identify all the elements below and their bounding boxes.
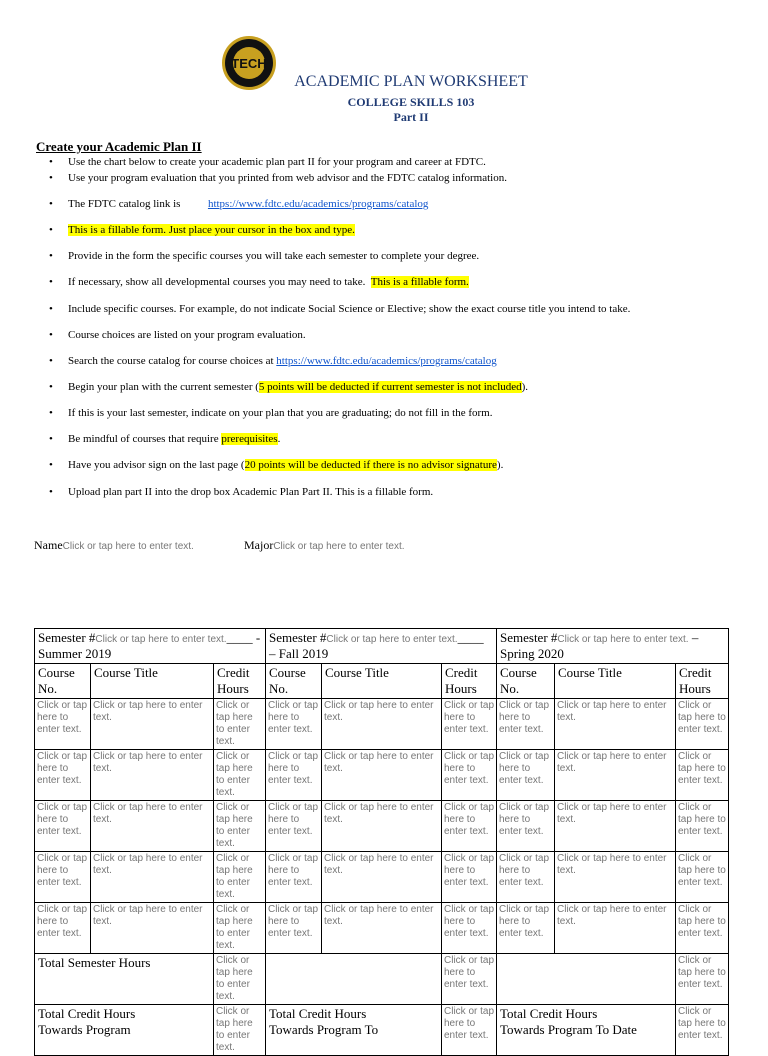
credit-hours-input[interactable]: Click or tap here to enter text. <box>676 801 729 852</box>
col-credit-hours: Credit Hours <box>214 664 266 699</box>
credit-hours-input[interactable]: Click or tap here to enter text. <box>214 801 266 852</box>
course-no-input[interactable]: Click or tap here to enter text. <box>497 699 555 750</box>
table-row <box>35 750 729 801</box>
total-semester-hours-input[interactable]: Click or tap here to enter text. <box>442 954 497 1005</box>
catalog-link-2[interactable]: https://www.fdtc.edu/academics/programs/catalog <box>276 355 497 367</box>
name-input[interactable]: Click or tap here to enter text. <box>62 541 194 552</box>
course-title-input[interactable]: Click or tap here to enter text. <box>91 903 214 954</box>
total-credit-hours-input[interactable]: Click or tap here to enter text. <box>676 1005 729 1056</box>
course-no-input[interactable]: Click or tap here to enter text. <box>266 852 322 903</box>
semester-1-input[interactable]: Click or tap here to enter text. <box>95 634 227 645</box>
course-title-input[interactable]: Click or tap here to enter text. <box>322 750 442 801</box>
course-title-input[interactable]: Click or tap here to enter text. <box>555 699 676 750</box>
course-no-input[interactable]: Click or tap here to enter text. <box>497 750 555 801</box>
blank-cell <box>497 954 676 1005</box>
major-field <box>244 538 405 553</box>
course-title-input[interactable]: Click or tap here to enter text. <box>322 903 442 954</box>
credit-hours-input[interactable]: Click or tap here to enter text. <box>214 699 266 750</box>
total-credit-hours-input[interactable]: Click or tap here to enter text. <box>214 1005 266 1056</box>
course-no-input[interactable]: Click or tap here to enter text. <box>35 852 91 903</box>
major-label: Major <box>244 538 274 552</box>
semester-1-header: Semester #Click or tap here to enter text.____ - Summer 2019 <box>35 629 266 664</box>
total-credit-hours-input[interactable]: Click or tap here to enter text. <box>442 1005 497 1056</box>
name-field <box>34 538 194 553</box>
total-credit-hours-label: Total Credit Hours Towards Program <box>35 1005 214 1056</box>
col-credit-hours: Credit Hours <box>442 664 497 699</box>
credit-hours-input[interactable]: Click or tap here to enter text. <box>442 801 497 852</box>
course-title-input[interactable]: Click or tap here to enter text. <box>555 750 676 801</box>
semester-2-input[interactable]: Click or tap here to enter text. <box>326 634 458 645</box>
course-no-input[interactable]: Click or tap here to enter text. <box>497 852 555 903</box>
course-no-input[interactable]: Click or tap here to enter text. <box>35 903 91 954</box>
course-title-input[interactable]: Click or tap here to enter text. <box>91 801 214 852</box>
credit-hours-input[interactable]: Click or tap here to enter text. <box>214 750 266 801</box>
table-row <box>35 852 729 903</box>
course-title-input[interactable]: Click or tap here to enter text. <box>555 903 676 954</box>
credit-hours-input[interactable]: Click or tap here to enter text. <box>214 852 266 903</box>
table-row <box>35 903 729 954</box>
course-title-input[interactable]: Click or tap here to enter text. <box>91 750 214 801</box>
col-course-no: Course No. <box>266 664 322 699</box>
semester-3-header: Semester #Click or tap here to enter text. – Spring 2020 <box>497 629 729 664</box>
credit-hours-input[interactable]: Click or tap here to enter text. <box>442 903 497 954</box>
credit-hours-input[interactable]: Click or tap here to enter text. <box>676 699 729 750</box>
col-course-title: Course Title <box>91 664 214 699</box>
total-credit-hours-row <box>35 1005 729 1056</box>
total-credit-hours-label: Total Credit Hours Towards Program To Date <box>497 1005 676 1056</box>
course-no-input[interactable]: Click or tap here to enter text. <box>35 801 91 852</box>
table-row <box>35 801 729 852</box>
credit-hours-input[interactable]: Click or tap here to enter text. <box>442 852 497 903</box>
course-no-input[interactable]: Click or tap here to enter text. <box>497 903 555 954</box>
course-no-input[interactable]: Click or tap here to enter text. <box>266 750 322 801</box>
page-title: ACADEMIC PLAN WORKSHEET <box>294 73 528 90</box>
section-heading: Create your Academic Plan II <box>36 139 202 154</box>
course-no-input[interactable]: Click or tap here to enter text. <box>266 699 322 750</box>
total-semester-hours-input[interactable]: Click or tap here to enter text. <box>214 954 266 1005</box>
fdtc-tech-logo <box>221 35 277 91</box>
name-label: Name <box>34 538 63 552</box>
course-no-input[interactable]: Click or tap here to enter text. <box>266 903 322 954</box>
course-no-input[interactable]: Click or tap here to enter text. <box>35 699 91 750</box>
semester-3-input[interactable]: Click or tap here to enter text. <box>557 634 689 645</box>
semester-2-header: Semester #Click or tap here to enter text.____ – Fall 2019 <box>266 629 497 664</box>
total-semester-hours-input[interactable]: Click or tap here to enter text. <box>676 954 729 1005</box>
col-credit-hours: Credit Hours <box>676 664 729 699</box>
total-credit-hours-label: Total Credit Hours Towards Program To <box>266 1005 442 1056</box>
total-semester-hours-row <box>35 954 729 1005</box>
course-no-input[interactable]: Click or tap here to enter text. <box>497 801 555 852</box>
col-course-no: Course No. <box>497 664 555 699</box>
course-title-input[interactable]: Click or tap here to enter text. <box>555 852 676 903</box>
major-input[interactable]: Click or tap here to enter text. <box>273 541 405 552</box>
table-row <box>35 699 729 750</box>
course-title-input[interactable]: Click or tap here to enter text. <box>91 852 214 903</box>
blank-cell <box>266 954 442 1005</box>
academic-plan-table <box>34 628 729 1056</box>
credit-hours-input[interactable]: Click or tap here to enter text. <box>676 852 729 903</box>
total-semester-hours-label: Total Semester Hours <box>35 954 214 1005</box>
course-subtitle: COLLEGE SKILLS 103 <box>347 95 475 109</box>
course-title-input[interactable]: Click or tap here to enter text. <box>322 699 442 750</box>
logo-text: TECH <box>231 56 267 71</box>
credit-hours-input[interactable]: Click or tap here to enter text. <box>442 750 497 801</box>
credit-hours-input[interactable]: Click or tap here to enter text. <box>676 750 729 801</box>
col-course-title: Course Title <box>555 664 676 699</box>
credit-hours-input[interactable]: Click or tap here to enter text. <box>676 903 729 954</box>
part-subtitle: Part II <box>393 110 429 124</box>
course-no-input[interactable]: Click or tap here to enter text. <box>35 750 91 801</box>
course-title-input[interactable]: Click or tap here to enter text. <box>91 699 214 750</box>
col-course-no: Course No. <box>35 664 91 699</box>
col-course-title: Course Title <box>322 664 442 699</box>
credit-hours-input[interactable]: Click or tap here to enter text. <box>214 903 266 954</box>
catalog-link[interactable]: https://www.fdtc.edu/academics/programs/catalog <box>207 198 429 210</box>
credit-hours-input[interactable]: Click or tap here to enter text. <box>442 699 497 750</box>
course-title-input[interactable]: Click or tap here to enter text. <box>322 801 442 852</box>
course-title-input[interactable]: Click or tap here to enter text. <box>555 801 676 852</box>
course-title-input[interactable]: Click or tap here to enter text. <box>322 852 442 903</box>
course-no-input[interactable]: Click or tap here to enter text. <box>266 801 322 852</box>
